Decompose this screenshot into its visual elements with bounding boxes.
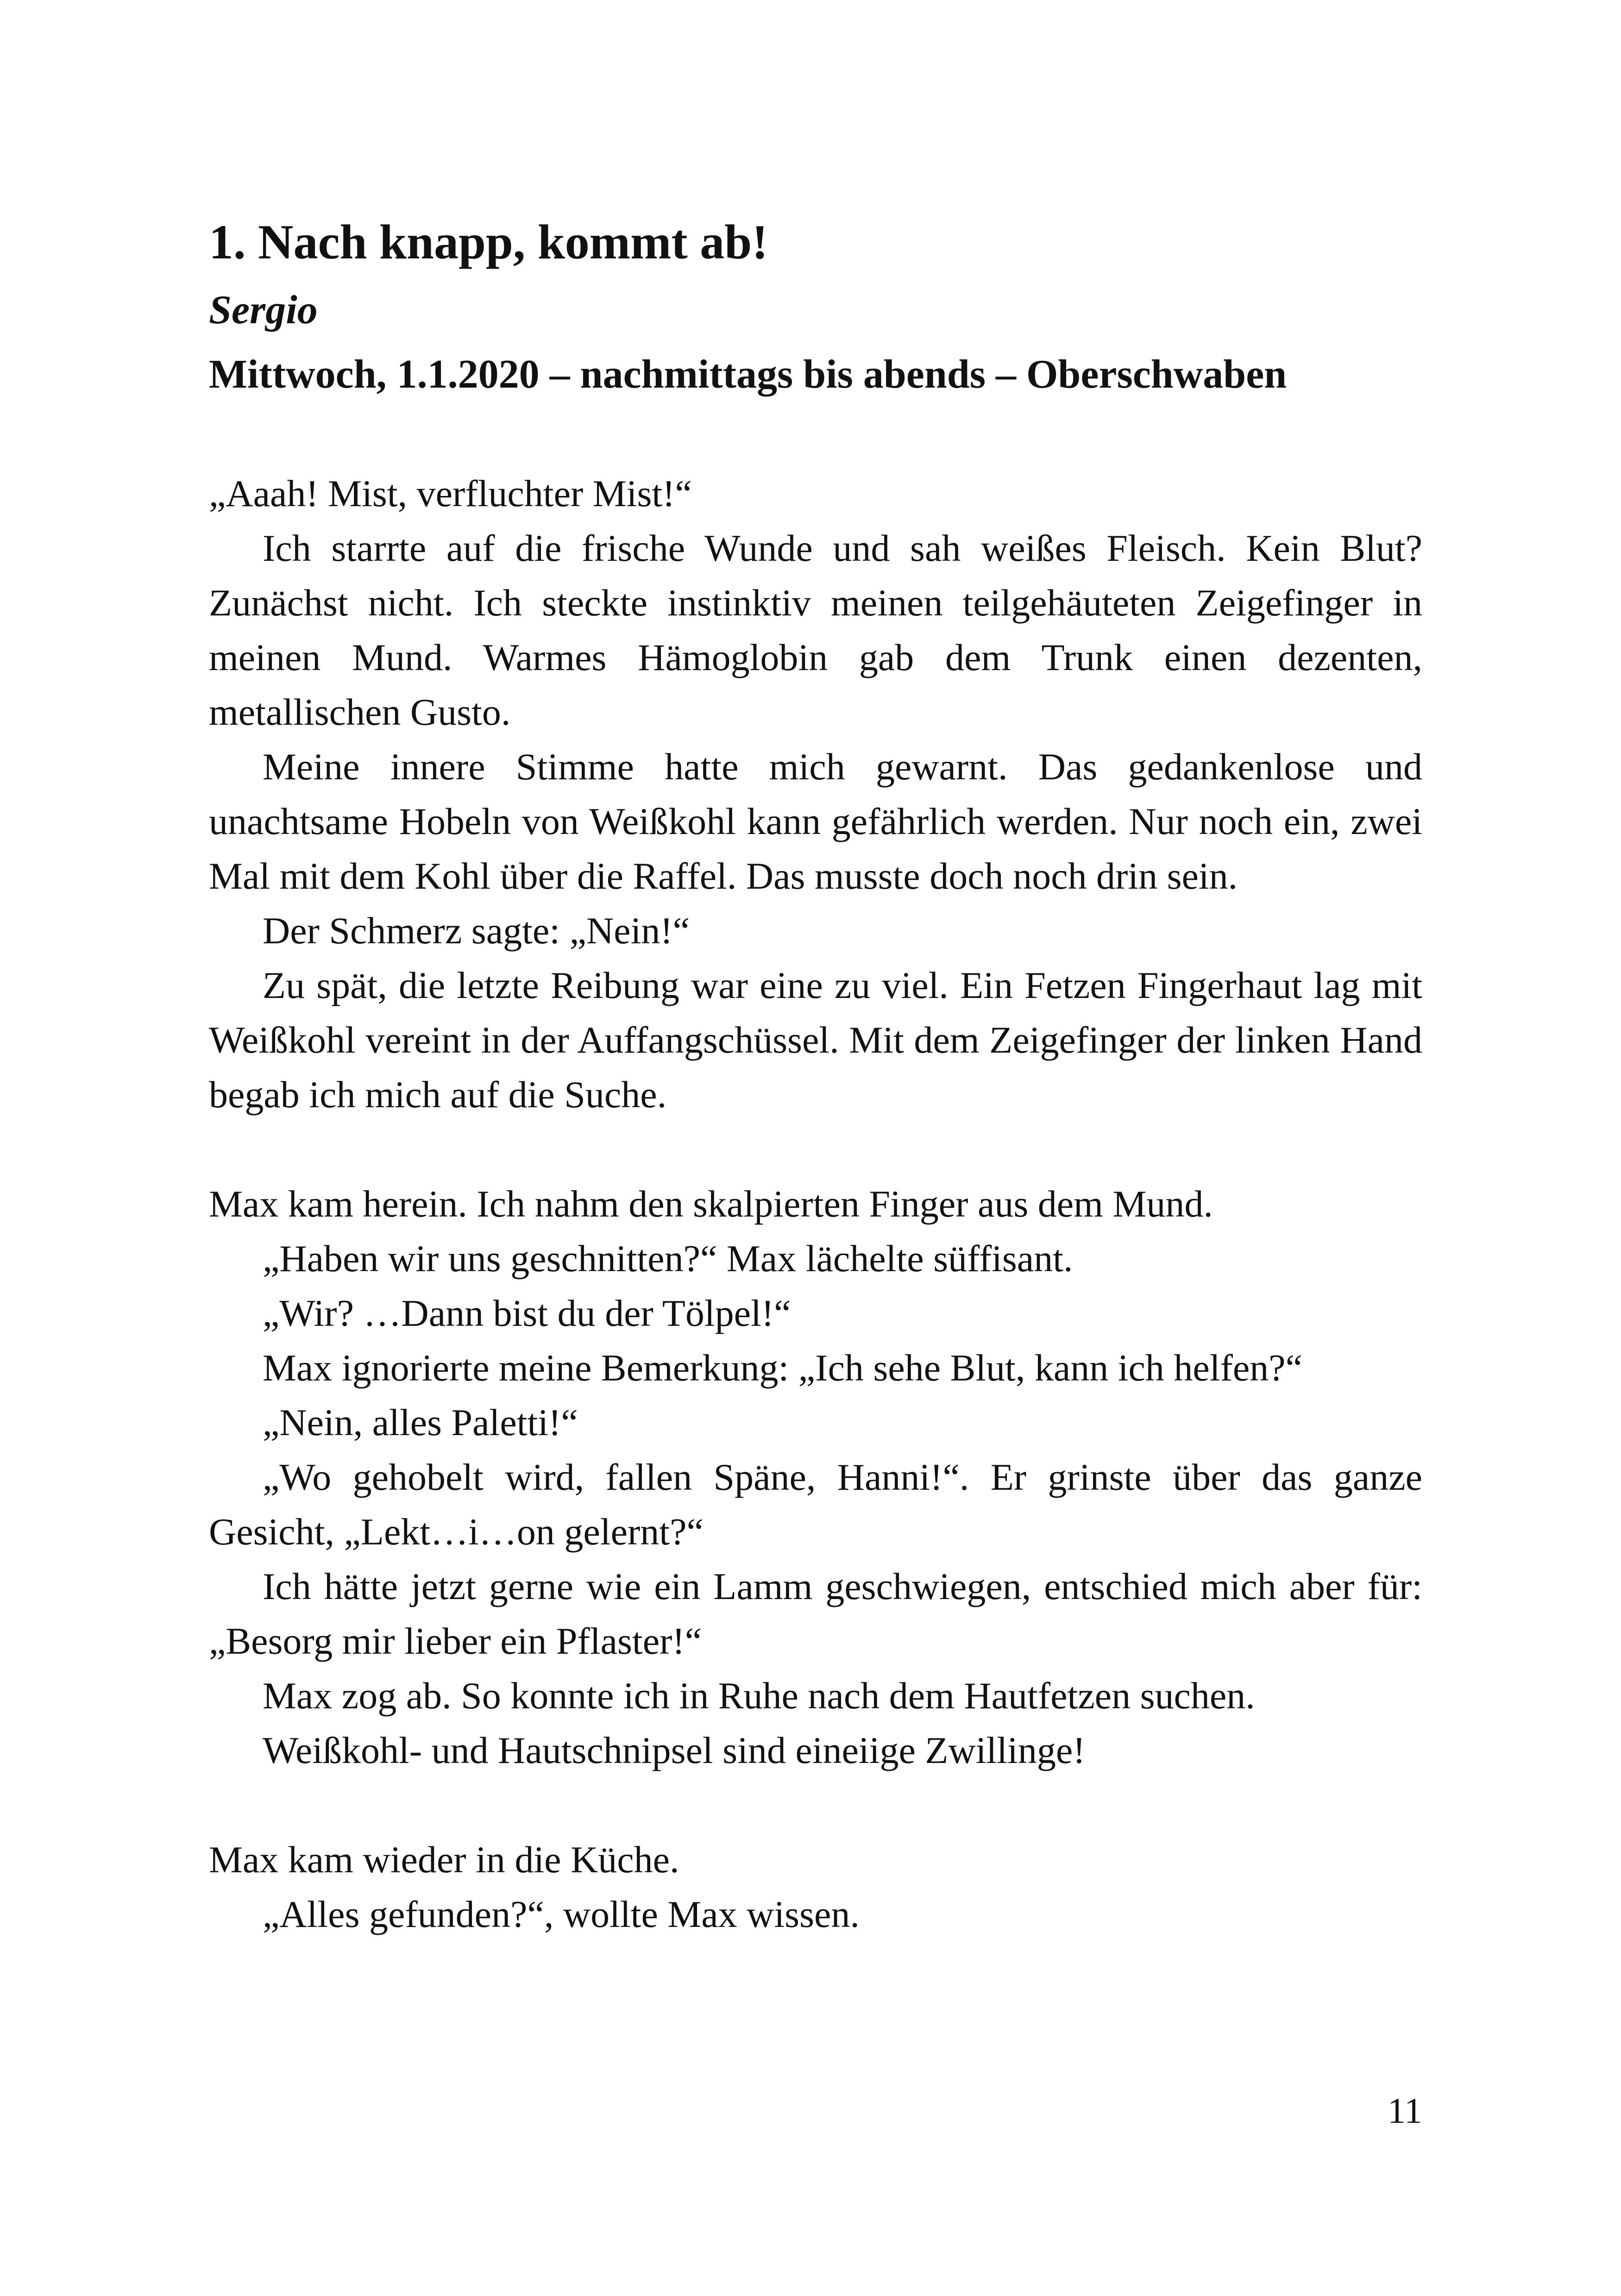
chapter-dateline: Mittwoch, 1.1.2020 – nachmittags bis abends – Oberschwaben [209, 352, 1287, 397]
paragraph: „Wir? …Dann bist du der Tölpel!“ [263, 1292, 791, 1334]
page-number: 11 [1387, 2090, 1422, 2131]
narrator-name: Sergio [209, 288, 318, 332]
paragraph: Ich hätte jetzt gerne wie ein Lamm geschwiegen, entschied mich aber für: „Besorg mir lieber ein Pflaster!“ [209, 1565, 1422, 1662]
chapter-body [209, 466, 1422, 1942]
paragraph: Max zog ab. So konnte ich in Ruhe nach dem Hautfetzen suchen. [263, 1675, 1255, 1717]
text-section [209, 466, 1422, 1122]
paragraph: „Aaah! Mist, verfluchter Mist!“ [209, 472, 692, 514]
paragraph: Ich starrte auf die frische Wunde und sah weißes Fleisch. Kein Blut? Zunächst nicht. Ich steckte instinktiv meinen teilgehäuteten Zeigefinger in meinen Mund. Warmes Hämoglobin gab dem Trunk einen dezenten, metallischen Gusto. [209, 527, 1422, 733]
paragraph: Max ignorierte meine Bemerkung: „Ich sehe Blut, kann ich helfen?“ [263, 1347, 1303, 1389]
book-page [209, 0, 1422, 2296]
paragraph: „Wo gehobelt wird, fallen Späne, Hanni!“. Er grinste über das ganze Gesicht, „Lekt…i…on gelernt?“ [209, 1456, 1422, 1553]
paragraph: Max kam herein. Ich nahm den skalpierten Finger aus dem Mund. [209, 1183, 1213, 1225]
text-section [209, 1832, 1422, 1942]
paragraph: „Nein, alles Paletti!“ [263, 1401, 578, 1443]
paragraph: Zu spät, die letzte Reibung war eine zu viel. Ein Fetzen Fingerhaut lag mit Weißkohl vereint in der Auffangschüssel. Mit dem Zeigefinger der linken Hand begab ich mich auf die Suche. [209, 964, 1422, 1116]
paragraph: Der Schmerz sagte: „Nein!“ [263, 910, 690, 952]
paragraph: „Alles gefunden?“, wollte Max wissen. [263, 1893, 860, 1935]
section-break [209, 1122, 1422, 1177]
text-section [209, 1177, 1422, 1778]
paragraph: Weißkohl- und Hautschnipsel sind eineiige Zwillinge! [263, 1729, 1086, 1771]
section-break [209, 1778, 1422, 1832]
paragraph: Meine innere Stimme hatte mich gewarnt. Das gedankenlose und unachtsame Hobeln von Weißkohl kann gefährlich werden. Nur noch ein, zwei Mal mit dem Kohl über die Raffel. Das musste doch noch drin sein. [209, 746, 1422, 897]
paragraph: Max kam wieder in die Küche. [209, 1838, 679, 1881]
chapter-title: 1. Nach knapp, kommt ab! [209, 215, 768, 269]
paragraph: „Haben wir uns geschnitten?“ Max lächelte süffisant. [263, 1237, 1073, 1280]
